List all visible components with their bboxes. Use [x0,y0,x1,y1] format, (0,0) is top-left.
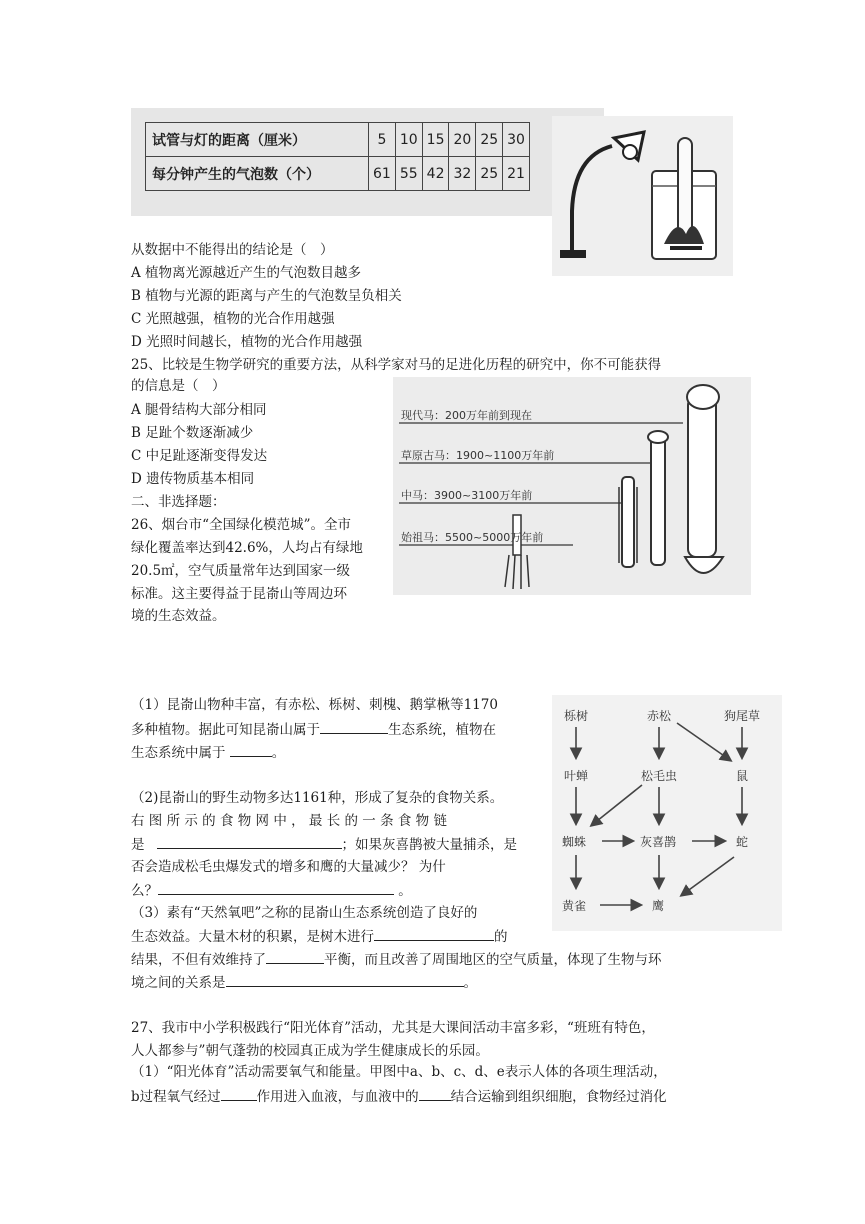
data-table [145,122,530,191]
food-web-node: 鼠 [736,769,749,783]
lamp-apparatus-image [552,116,733,276]
food-web-node: 黄雀 [562,899,587,913]
data-table-image [131,108,604,216]
answer-blank[interactable] [266,949,324,964]
food-web-node: 赤松 [647,709,672,723]
table-row [146,157,530,191]
q26-part2-text: 是 [131,837,145,853]
answer-blank[interactable] [374,926,494,941]
section-heading: 二、非选择题： [131,494,226,510]
food-web-node: 蜘蛛 [562,835,587,849]
answer-blank[interactable] [320,719,388,734]
food-web-node: 鹰 [652,899,665,913]
table-cell: 25 [476,123,503,157]
q24-option-c: C 光照越强，植物的光合作用越强 [131,311,335,327]
table-cell: 42 [422,157,449,191]
food-web-node: 狗尾草 [724,709,761,723]
q26-part2-text: 。 [398,883,412,899]
q24-stem: 从数据中不能得出的结论是（ ） [131,242,334,258]
answer-blank[interactable] [157,834,342,849]
q24-option-a: A 植物离光源越近产生的气泡数目越多 [131,265,362,281]
answer-blank[interactable] [230,742,272,757]
q25-stem-line2: 的信息是（ ） [131,378,226,394]
food-web-image [552,695,782,931]
q27-line1: 27、我市中小学积极践行“阳光体育”活动，尤其是大课间活动丰富多彩，“班班有特色， [131,1020,655,1036]
q27-line2: 人人都参与”朝气蓬勃的校园真正成为学生健康成长的乐园。 [131,1043,489,1059]
q26-intro-line1: 26、烟台市“全国绿化模范城”。全市 [131,517,351,533]
q26-part1-line2 [131,719,496,740]
food-web-node: 蛇 [736,835,749,849]
q26-intro-line2: 绿化覆盖率达到42.6%，人均占有绿地 [131,540,363,556]
q26-part1-text: 多种植物。据此可知昆嵛山属于 [131,722,320,738]
q27-text: b过程氧气经过 [131,1089,221,1105]
q26-part1-text: 生态系统中属于 [131,745,226,761]
q26-part3-line1: （3）素有“天然氧吧”之称的昆嵛山生态系统创造了良好的 [131,905,478,921]
q26-part1-line3 [131,742,285,763]
q25-option-d: D 遗传物质基本相同 [131,471,255,487]
q25-option-b: B 足趾个数逐渐减少 [131,425,254,441]
food-web-node: 叶蝉 [564,769,589,783]
food-web-node: 灰喜鹊 [640,835,677,849]
q24-option-d: D 光照时间越长，植物的光合作用越强 [131,334,363,350]
q27-text: 作用进入血液，与血液中的 [256,1089,419,1105]
q26-part3-line2 [131,926,508,947]
q26-part3-text: 平衡，而且改善了周围地区的空气质量，体现了生物与环 [324,952,662,968]
horse-label-eohippus: 始祖马：5500~5000万年前 [401,531,544,544]
answer-blank[interactable] [419,1086,451,1101]
q26-part3-text: 结果，不但有效维持了 [131,952,266,968]
table-cell: 61 [369,157,396,191]
food-web-node: 栎树 [564,709,589,723]
table-header-distance: 试管与灯的距离（厘米） [146,123,369,157]
table-cell: 25 [476,157,503,191]
table-cell: 15 [422,123,449,157]
q26-part3-text: 。 [463,975,477,991]
table-row [146,123,530,157]
q26-part3-text: 境之间的关系是 [131,975,226,991]
q26-part2-line2: 右 图 所 示 的 食 物 网 中 ， 最 长 的 一 条 食 物 链 [131,813,447,829]
q27-line4 [131,1086,667,1107]
answer-blank[interactable] [158,880,394,895]
q26-part2-text: 么？ [131,883,158,899]
q26-part3-line3 [131,949,662,970]
q26-part3-text: 生态效益。大量木材的积累，是树木进行 [131,929,374,945]
lamp-apparatus-drawing [552,116,733,276]
q26-part2-line1: （2)昆嵛山的野生动物多达1161种，形成了复杂的食物关系。 [131,790,504,806]
q26-part2-line5 [131,880,412,901]
q27-line3: （1）“阳光体育”活动需要氧气和能量。甲图中a、b、c、d、e表示人体的各项生理活动， [131,1064,667,1080]
table-cell: 32 [449,157,476,191]
table-cell: 21 [503,157,530,191]
q26-part1-text: 。 [271,745,286,761]
table-header-bubbles: 每分钟产生的气泡数（个） [146,157,369,191]
q25-option-a: A 腿骨结构大部分相同 [131,402,267,418]
q26-part2-line4: 否会造成松毛虫爆发式的增多和鹰的大量减少？ 为什 [131,859,446,875]
answer-blank[interactable] [221,1086,257,1101]
horse-evolution-image [393,377,751,595]
q26-part2-line3 [131,834,517,855]
table-cell: 10 [395,123,422,157]
food-web-arrows [552,695,782,931]
q26-intro-line3: 20.5㎡，空气质量常年达到国家一级 [131,563,351,579]
food-web-node: 松毛虫 [641,769,678,783]
table-cell: 55 [395,157,422,191]
q26-intro-line5: 境的生态效益。 [131,608,226,624]
table-cell: 30 [503,123,530,157]
table-cell: 20 [449,123,476,157]
table-cell: 5 [369,123,396,157]
q24-option-b: B 植物与光源的距离与产生的气泡数呈负相关 [131,288,402,304]
q26-part1-line1: （1）昆嵛山物种丰富，有赤松、栎树、刺槐、鹅掌楸等1170 [131,697,498,713]
q25-option-c: C 中足趾逐渐变得发达 [131,448,268,464]
horse-label-grassland: 草原古马：1900~1100万年前 [401,449,555,462]
horse-label-modern: 现代马：200万年前到现在 [401,409,532,422]
q26-part1-text: 生态系统，植物在 [388,722,496,738]
q26-part2-text: ；如果灰喜鹊被大量捕杀，是 [341,837,517,853]
answer-blank[interactable] [226,972,464,987]
q25-stem-line1: 25、比较是生物学研究的重要方法，从科学家对马的足进化历程的研究中，你不可能获得 [131,357,662,373]
q27-text: 结合运输到组织细胞，食物经过消化 [450,1089,667,1105]
q26-intro-line4: 标准。这主要得益于昆嵛山等周边环 [131,586,347,602]
q26-part3-text: 的 [494,929,508,945]
horse-label-meso: 中马：3900~3100万年前 [401,489,533,502]
q26-part3-line4 [131,972,477,993]
